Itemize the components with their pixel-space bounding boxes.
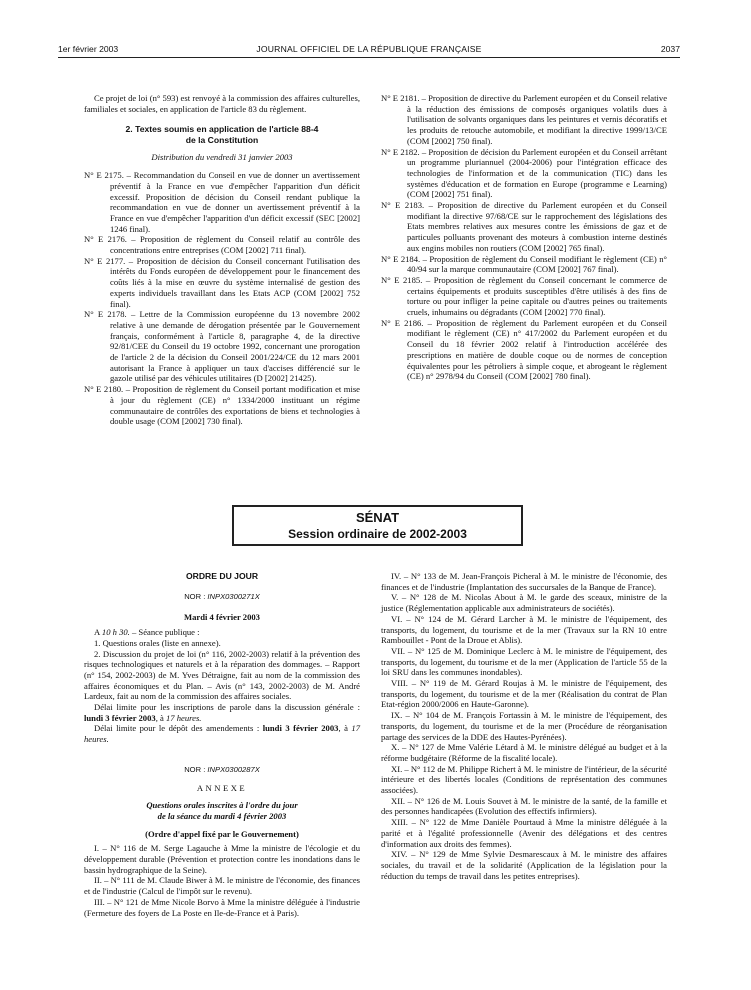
deadline-speakers [84, 702, 360, 723]
item-number: N° E 2176. [84, 234, 127, 245]
item-number: N° E 2184. [381, 253, 421, 264]
question-item: X. – N° 127 de Mme Valérie Létard à M. le ministre délégué au budget et à la réforme budgétaire (Réforme de la fiscalité locale). [381, 742, 667, 763]
item-number: N° E 2181. [381, 93, 420, 103]
intro-paragraph: Ce projet de loi (n° 593) est renvoyé à la commission des affaires culturelles, familiales et sociales, en application de l'article 83 du règlement. [84, 93, 360, 114]
list-item [84, 170, 360, 234]
question-item: XIII. – N° 122 de Mme Danièle Pourtaud à Mme la ministre déléguée à la parité et à l'égalité professionnelle (Avenir des délégations et des centres d'information aux droits des femmes). [381, 817, 667, 849]
left-column-bottom [84, 571, 360, 918]
header-rule [58, 57, 680, 58]
question-item: VI. – N° 124 de M. Gérard Larcher à M. le ministre de l'équipement, des transports, du logement, du tourisme et de la mer (Travaux sur la RN 10 entre Rambouillet - Pont de la Droue et Ablis). [381, 613, 667, 646]
item-number: N° E 2185. [381, 274, 423, 285]
item-number: N° E 2182. [381, 146, 420, 157]
deadline-date: lundi 3 février 2003 [84, 712, 156, 723]
item-text: – Proposition de règlement du Conseil relatif au contrôle des concentrations entre entreprises (COM [2002] 711 final). [110, 234, 360, 256]
time-value: 10 h 30. [101, 627, 130, 638]
senat-title: SÉNAT [355, 510, 400, 525]
nor-label: NOR : [184, 591, 208, 601]
item-number: N° E 2183. [381, 200, 425, 211]
distribution-date: Distribution du vendredi 31 janvier 2003 [151, 152, 293, 163]
deadline-date: lundi 3 février 2003 [262, 723, 339, 734]
questions-title-line2: de la séance du mardi 4 février 2003 [157, 810, 287, 821]
page-header [58, 44, 680, 56]
journal-title: JOURNAL OFFICIEL DE LA RÉPUBLIQUE FRANÇAISE [256, 44, 482, 54]
session-time [84, 627, 360, 638]
deadline-text: Délai limite pour les inscriptions de parole dans la discussion générale : [94, 702, 360, 713]
section-title-line2: de la Constitution [185, 134, 259, 145]
item-text: – Proposition de règlement du Conseil concernant le commerce de certains équipements et produits susceptibles d'être utilisés à des fins de torture ou pour infliger la peine capitale ou d'autres peines ou traitements cruels, inhumains ou dégradants (COM [2002] 770 final). [407, 274, 668, 318]
agenda-item-1: 1. Questions orales (liste en annexe). [94, 637, 221, 648]
questions-title [84, 800, 360, 821]
item-text: – Proposition de règlement du Conseil portant modification et mise à jour du règlement (CE) n° 1334/2000 instituant un régime communautaire de contrôles des exportations de biens et technologies à double usage (COM [2002] 730 final). [110, 384, 360, 427]
deadline-sep: , à [155, 712, 166, 723]
item-text: – Proposition de règlement du Conseil modifiant le règlement (CE) n° 40/94 sur la marque communautaire (COM [2002] 767 final). [407, 253, 667, 275]
annexe-title: ANNEXE [196, 782, 248, 793]
list-item [381, 318, 667, 382]
senat-session-box [232, 505, 523, 546]
agenda-item-2: 2. Discussion du projet de loi (n° 116, 2002-2003) relatif à la prévention des risques technologiques et naturels et à la réparation des dommages. – Rapport (n° 154, 2002-2003) de M. Yves Détraigne, fait au nom de la commission des affaires économiques et du Plan. – Avis (n° 143, 2002-2003) de M. André Lardeux, fait au nom de la commission des affaires sociales. [84, 648, 360, 702]
list-item [381, 254, 667, 275]
deadline-hour: 17 heures. [165, 712, 202, 723]
list-item [84, 234, 360, 255]
time-prefix: A [94, 627, 102, 638]
question-item: VII. – N° 125 de M. Dominique Leclerc à M. le ministre de l'équipement, des transports, du logement, du tourisme et de la mer (Application de l'article 55 de la loi SRU dans les communes inondables). [381, 645, 667, 678]
deadline-amendments [84, 723, 360, 744]
question-item: V. – N° 128 de M. Nicolas About à M. le garde des sceaux, ministre de la justice (Réglementation applicable aux administrateurs de sociétés). [381, 592, 667, 614]
item-text: – Recommandation du Conseil en vue de donner un avertissement préventif à la France en vue d'empêcher l'apparition d'un déficit excessif. Proposition de décision du Conseil rendant publique la recommandation en vue de donner un avertissement préventif à la France en vue d'empêcher l'apparition d'un déficit excessif (SEC [2002] 1246 final). [110, 170, 360, 234]
list-item [381, 200, 667, 254]
nor-reference [84, 765, 360, 776]
section-title-line1: 2. Textes soumis en application de l'article 88-4 [125, 124, 319, 135]
deadline-hour: 17 heures. [84, 723, 360, 745]
list-item [84, 384, 360, 427]
item-number: N° E 2175. [84, 170, 124, 181]
nor-reference [84, 592, 360, 603]
question-item: II. – N° 111 de M. Claude Biwer à M. le ministre de l'économie, des finances et de l'industrie (Calcul de l'impôt sur le revenu). [84, 875, 360, 897]
question-item: XII. – N° 126 de M. Louis Souvet à M. le ministre de la santé, de la famille et des personnes handicapées (Evolution des effectifs infirmiers). [381, 795, 667, 817]
list-item [381, 275, 667, 318]
list-item [381, 147, 667, 201]
page-number: 2037 [660, 44, 680, 54]
ordre-du-jour-title: ORDRE DU JOUR [185, 571, 259, 581]
question-item: IV. – N° 133 de M. Jean-François Picheral à M. le ministre de l'économie, des finances et de l'industrie (Implantation des succursales de la Banque de France). [381, 571, 667, 592]
item-number: N° E 2177. [84, 255, 126, 266]
list-item [381, 93, 667, 147]
session-date: Mardi 4 février 2003 [184, 612, 260, 623]
header-date: 1er février 2003 [58, 44, 119, 54]
question-item: XIV. – N° 129 de Mme Sylvie Desmarescaux à M. le ministre des affaires sociales, du travail et de la solidarité (Application de la législation pour la réduction du temps de travail dans les petites entreprises). [381, 849, 667, 881]
question-item: XI. – N° 112 de M. Philippe Richert à M. le ministre de l'intérieur, de la sécurité intérieure et des libertés locales (Conditions de représentation des communes associées). [381, 763, 667, 796]
questions-title-line1: Questions orales inscrites à l'ordre du jour [146, 800, 298, 811]
nor-code: INPX0300271X [207, 591, 260, 601]
left-column-top [84, 93, 360, 427]
right-column-bottom [381, 571, 667, 881]
item-text: – Proposition de décision du Conseil concernant l'utilisation des intérêts du Fonds européen de développement pour le financement des coûts liés à la mise en œuvre du système internalisé de gestion des experts individuels travaillant dans les Etats ACP (COM [2002] 752 final). [110, 255, 360, 309]
item-number: N° E 2180. [84, 384, 124, 395]
item-text: – Proposition de décision du Parlement européen et du Conseil arrêtant un programme pluriannuel (2004-2006) pour l'intégration efficace des technologies de l'information et de la communication (TIC) dans les systèmes d'éducation et de formation en Europe (programme e Learning) (COM [2002] 751 final). [407, 146, 667, 200]
section-title [84, 124, 360, 145]
item-text: – Proposition de règlement du Parlement européen et du Conseil modifiant le règlement (CE) n° 417/2002 du Parlement européen et du Conseil du 18 février 2002 relatif à l'introduction accélérée des prescriptions en matière de double coque ou de normes de conception équivalentes pour les pétroliers à simple coque, et abrogeant le règlement (CE) n° 2978/94 du Conseil (COM [2002] 780 final). [407, 317, 667, 382]
question-item: IX. – N° 104 de M. François Fortassin à M. le ministre de l'équipement, des transports, du logement, du tourisme et de la mer (Procédure de réorganisation partage des services de la DDE des Hautes-Pyrénées). [381, 710, 667, 742]
item-text: – Lettre de la Commission européenne du 13 novembre 2002 relative à une demande de dérogation présentée par le Gouvernement français, conformément à l'article 8, paragraphe 4, de la directive 92/81/CEE du Conseil du 19 octobre 1992, concernant une prorogation de l'article 2 de la décision du Conseil 2001/224/CE du 12 mars 2001 autorisant la France à appliquer un taux d'accises différencié sur le gazole utilisé par des véhicules utilitaires (D [2002] 21425). [110, 309, 360, 384]
right-column-top [381, 93, 667, 382]
question-item: I. – N° 116 de M. Serge Lagauche à Mme la ministre de l'écologie et du développement durable (Prévention et protection contre les inondations dans le bassin hydrographique de la Seine). [84, 843, 360, 875]
senat-session: Session ordinaire de 2002-2003 [288, 527, 467, 541]
item-number: N° E 2178. [84, 309, 127, 320]
list-item [84, 309, 360, 384]
question-item: VIII. – N° 119 de M. Gérard Roujas à M. le ministre de l'équipement, des transports, du logement, du tourisme et de la mer (Réalisation du contrat de Plan Etat-région 2000/2006 en Haute-Garonne). [381, 678, 667, 710]
deadline-sep: , à [338, 723, 352, 734]
question-item: III. – N° 121 de Mme Nicole Borvo à Mme la ministre déléguée à l'industrie (Fermeture des foyers de La Poste en Ile-de-France et à Paris). [84, 896, 360, 918]
item-text: – Proposition de directive du Parlement européen et du Conseil relative à la réduction des émissions de composés organiques volatils dues à l'utilisation de solvants organiques dans les peintures et vernis décoratifs et les produits de retouche automobile, et modifiant la directive 1999/13/CE (COM [2002] 750 final). [407, 93, 668, 146]
list-item [84, 256, 360, 310]
nor-code: INPX0300287X [207, 764, 260, 774]
ordre-appel: (Ordre d'appel fixé par le Gouvernement) [145, 828, 299, 839]
item-number: N° E 2186. [381, 317, 424, 328]
deadline-text: Délai limite pour le dépôt des amendements : [94, 723, 263, 734]
time-rest: – Séance publique : [129, 627, 200, 638]
item-text: – Proposition de directive du Parlement européen et du Conseil modifiant la directive 97/68/CE sur le rapprochement des législations des Etats membres relatives aux mesures contre les émissions de gaz et de particules polluants provenant des moteurs à combustion interne destinés aux engins mobiles non routiers (COM [2002] 765 final). [407, 200, 667, 253]
nor-label: NOR : [184, 764, 208, 774]
